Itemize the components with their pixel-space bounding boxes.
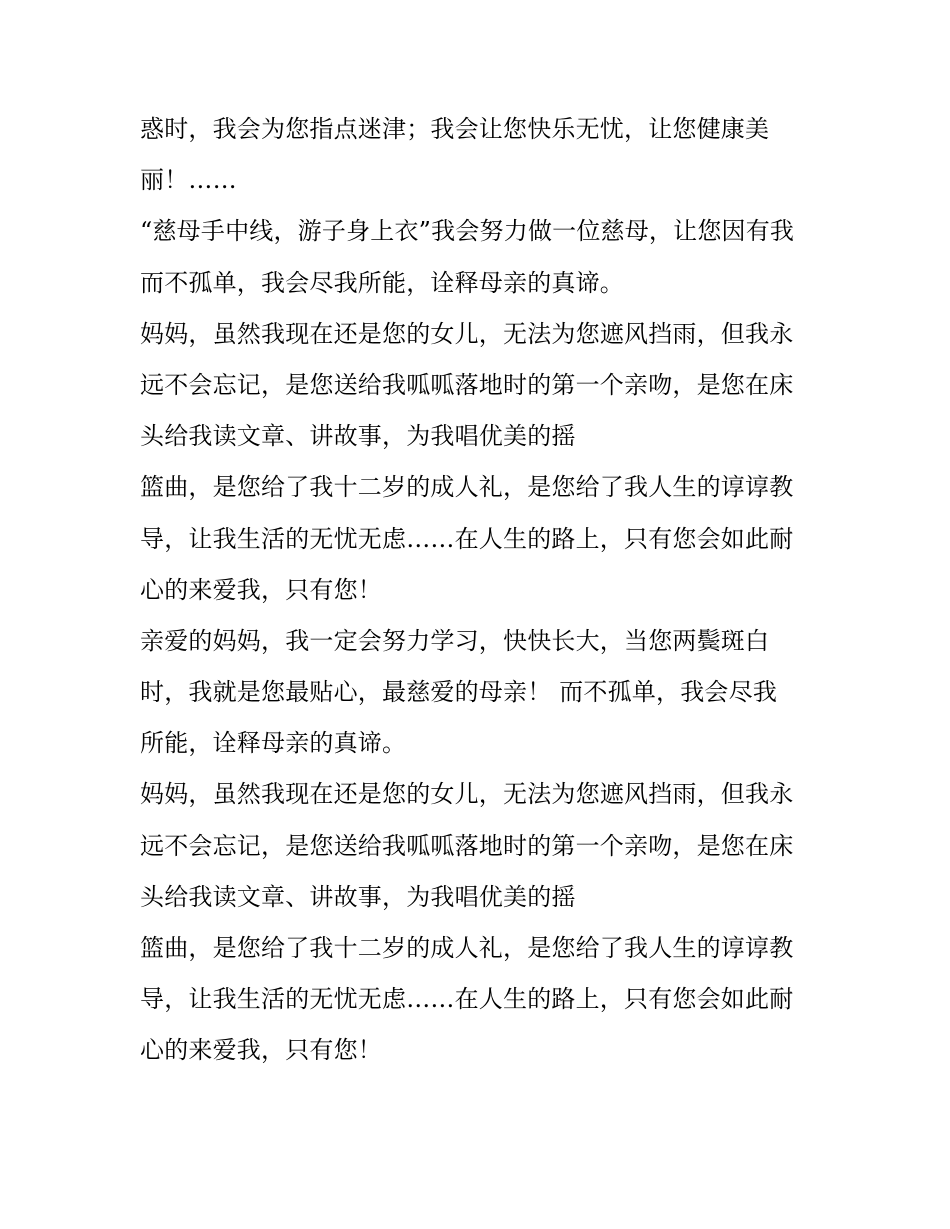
document-body <box>140 104 830 1077</box>
text-line: 所能，诠释母亲的真谛。 <box>140 729 407 758</box>
text-line: 妈妈，虽然我现在还是您的女儿，无法为您遮风挡雨，但我永 <box>140 319 794 348</box>
text-line: 导，让我生活的无忧无虑……在人生的路上，只有您会如此耐 <box>140 985 794 1014</box>
text-line: 篮曲，是您给了我十二岁的成人礼，是您给了我人生的谆谆教 <box>140 934 794 962</box>
text-line: 头给我读文章、讲故事，为我唱优美的摇 <box>140 882 576 911</box>
text-line: 心的来爱我，只有您！ <box>140 1036 382 1065</box>
text-line: 篮曲，是您给了我十二岁的成人礼，是您给了我人生的谆谆教 <box>140 473 794 502</box>
text-line: 远不会忘记，是您送给我呱呱落地时的第一个亲吻，是您在床 <box>140 370 794 399</box>
text-line: 心的来爱我，只有您！ <box>140 575 382 604</box>
text-line: 远不会忘记，是您送给我呱呱落地时的第一个亲吻，是您在床 <box>140 831 794 860</box>
text-line: 头给我读文章、讲故事，为我唱优美的摇 <box>140 422 576 451</box>
text-line: 亲爱的妈妈，我一定会努力学习，快快长大，当您两鬓斑白 <box>140 626 770 655</box>
text-line: 惑时，我会为您指点迷津；我会让您快乐无忧，让您健康美 <box>140 115 770 143</box>
text-line: 妈妈，虽然我现在还是您的女儿，无法为您遮风挡雨，但我永 <box>140 780 794 809</box>
text-line: “慈母手中线，游子身上衣”我会努力做一位慈母，让您因有我 <box>140 217 795 246</box>
text-line: 丽！…… <box>140 166 237 195</box>
text-line: 导，让我生活的无忧无虑……在人生的路上，只有您会如此耐 <box>140 524 794 553</box>
text-line: 时，我就是您最贴心，最慈爱的母亲！ 而不孤单，我会尽我 <box>140 678 778 707</box>
text-line: 而不孤单，我会尽我所能，诠释母亲的真谛。 <box>140 268 624 297</box>
